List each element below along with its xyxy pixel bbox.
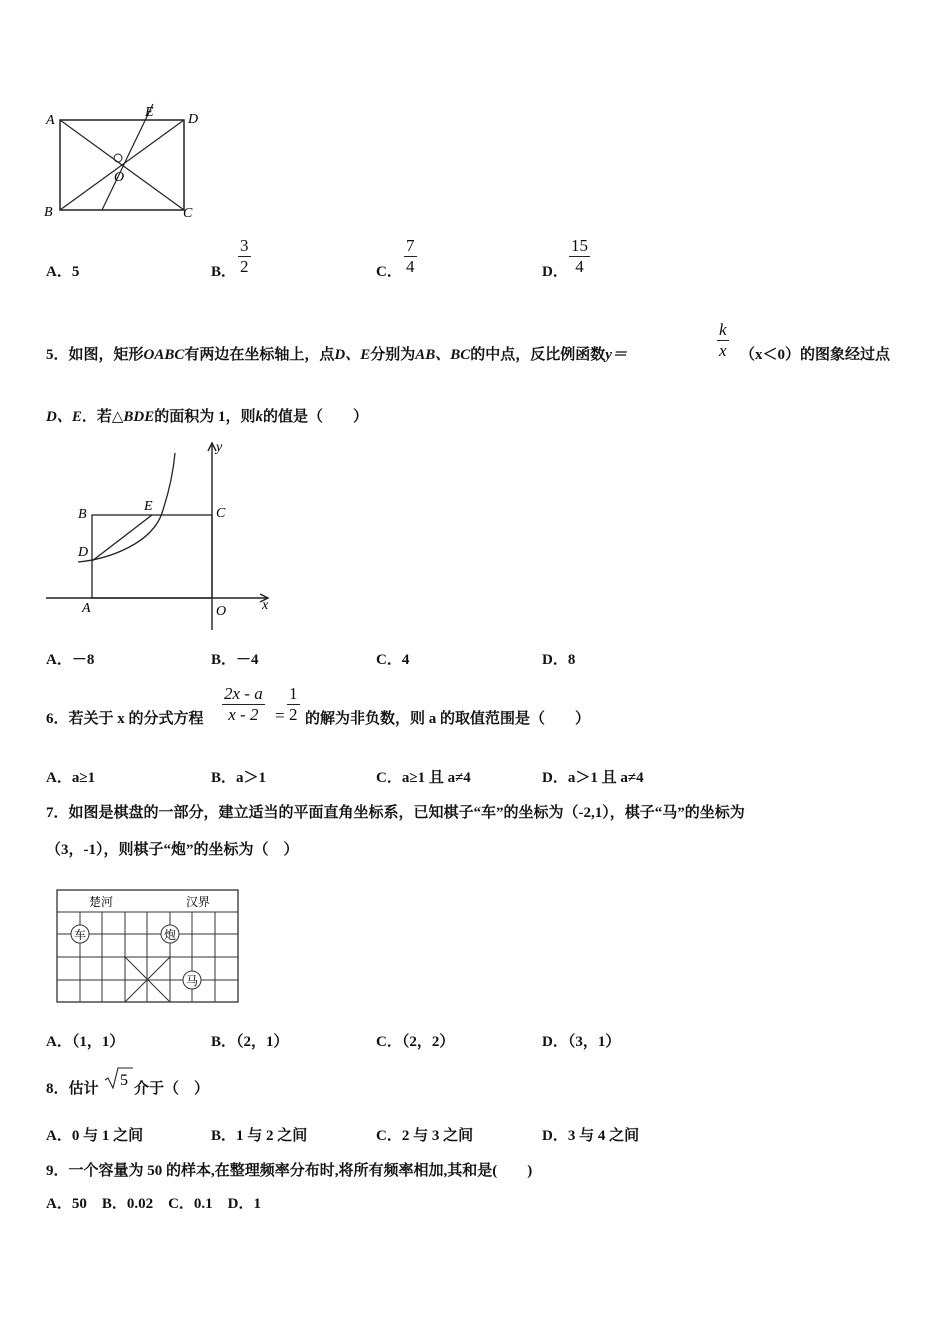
q8-option-d[interactable]: D．3 与 4 之间 [542,1128,640,1144]
label-x: x [262,598,269,613]
q8-option-a[interactable]: A．0 与 1 之间 [46,1128,144,1144]
q4-option-a[interactable]: A．5 [46,264,80,280]
q8-stem-post: 介于（ ） [134,1081,210,1097]
q6-option-a[interactable]: A．a≥1 [46,770,96,786]
q7-stem-line1: 7．如图是棋盘的一部分，建立适当的平面直角坐标系，已知棋子“车”的坐标为（-2,1），棋子“马”的坐标为 [46,805,745,821]
q8-radicand: 5 [120,1072,128,1089]
q8-stem-pre: 8．估计 [46,1081,99,1097]
q5-stem-line2: D、E．若△BDE的面积为 1，则k的值是（ ） [46,409,369,425]
q6-stem-pre: 6．若关于 x 的分式方程 [46,711,204,727]
q4-option-b[interactable]: B． [211,264,237,280]
piece-ma: 马 [186,974,199,988]
q5-option-b[interactable]: B．－4 [211,652,259,668]
label-B: B [78,507,87,522]
q7-option-d[interactable]: D．（3，1） [542,1034,621,1050]
q4-rectangle-figure [40,98,210,224]
q7-option-a[interactable]: A．（1，1） [46,1034,125,1050]
q6-fraction-right: 1 2 [289,684,298,724]
q6-equals: = [275,706,285,725]
q4-option-d[interactable]: D． [542,264,568,280]
q5-stem-line1: 5．如图，矩形OABC有两边在坐标轴上，点D、E分别为AB、BC的中点，反比例函数y＝ [46,347,627,363]
label-C: C [183,206,193,221]
q5-k-over-x: k x [719,320,727,360]
q7-option-c[interactable]: C．（2，2） [376,1034,455,1050]
q4-option-d-fraction: 15 4 [571,236,588,276]
q4-option-c-fraction: 7 4 [406,236,415,276]
label-O: O [216,604,227,619]
q5-coordinate-figure [40,435,280,635]
q5-stem-condition: （x＜0）的图象经过点 [740,347,891,363]
q4-option-c[interactable]: C． [376,264,402,280]
q6-option-d[interactable]: D．a＞1 且 a≠4 [542,770,644,786]
q6-option-c[interactable]: C．a≥1 且 a≠4 [376,770,471,786]
q5-option-a[interactable]: A．－8 [46,652,95,668]
q9-stem: 9．一个容量为 50 的样本,在整理频率分布时,将所有频率相加,其和是( ) [46,1163,533,1179]
piece-che: 车 [74,928,87,942]
river-right-label: 汉界 [186,895,211,909]
q8-option-b[interactable]: B．1 与 2 之间 [211,1128,308,1144]
label-C: C [216,506,226,521]
q8-sqrt-sign [104,1066,134,1090]
label-y: y [216,440,223,455]
label-D: D [78,545,89,560]
piece-pao: 炮 [164,928,177,942]
q5-option-c[interactable]: C．4 [376,652,410,668]
label-A: A [82,601,91,616]
label-E: E [144,499,153,514]
q6-fraction-left: 2x - a x - 2 [224,684,263,724]
label-D: D [188,112,199,127]
q9-options[interactable]: A．50 B．0.02 C．0.1 D．1 [46,1196,262,1212]
label-E: E [145,105,154,120]
q8-option-c[interactable]: C．2 与 3 之间 [376,1128,474,1144]
q5-option-d[interactable]: D．8 [542,652,576,668]
label-A: A [46,113,55,128]
q4-option-b-fraction: 3 2 [240,236,249,276]
label-B: B [44,205,53,220]
q7-option-b[interactable]: B．（2，1） [211,1034,289,1050]
label-O: O [114,170,125,185]
q6-stem-post: 的解为非负数，则 a 的取值范围是（ ） [305,711,591,727]
q7-stem-line2: （3，-1），则棋子“炮”的坐标为（ ） [46,842,299,858]
q6-option-b[interactable]: B．a＞1 [211,770,267,786]
q7-chessboard-figure [55,888,241,1006]
river-left-label: 楚河 [89,895,114,909]
